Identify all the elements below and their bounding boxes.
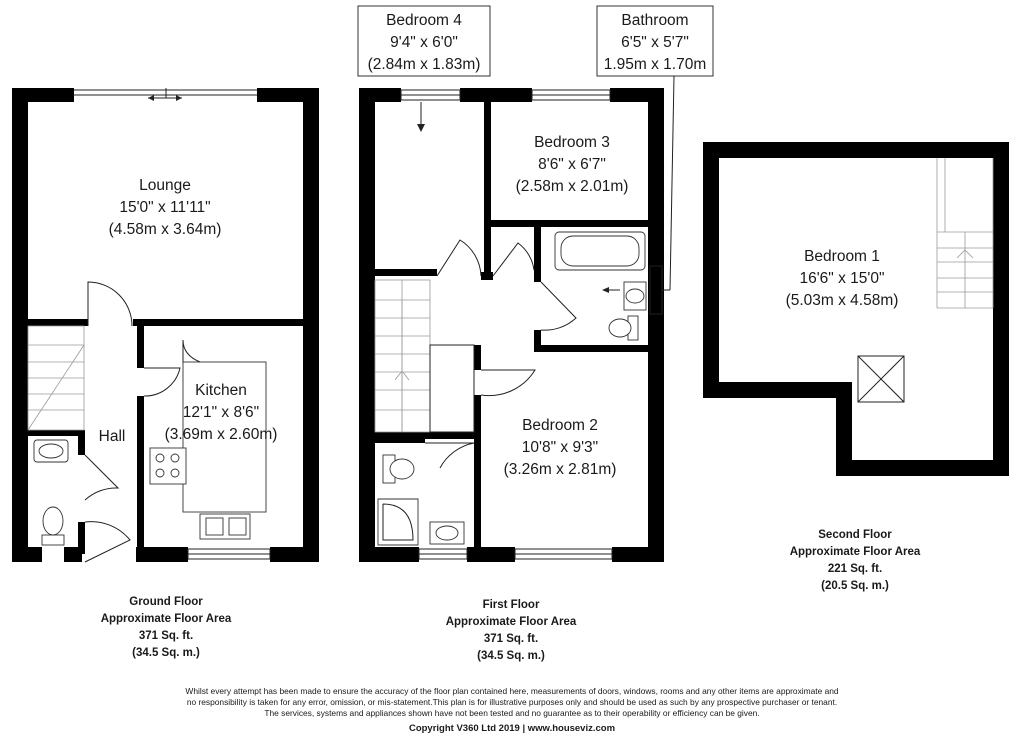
- bedroom4-size-metric: (2.84m x 1.83m): [367, 56, 481, 73]
- hall-name: Hall: [98, 428, 126, 445]
- second-floor-area-sqft: 221 Sq. ft.: [827, 563, 883, 575]
- bathroom-name: Bathroom: [621, 12, 689, 29]
- disclaimer-line-2: no responsibility is taken for any error, omission, or mis-statement.This plan is for illustrative purposes only and should be used as such by any prospective purchaser or tenant.: [186, 697, 838, 707]
- second-floor-caption: [790, 529, 921, 592]
- lounge-name: Lounge: [139, 177, 191, 194]
- bedroom3-size-metric: (2.58m x 2.01m): [515, 178, 629, 195]
- kitchen-size-imperial: 12'1" x 8'6": [182, 404, 260, 421]
- bedroom2-name: Bedroom 2: [522, 417, 598, 434]
- disclaimer-line-3: The services, systems and appliances shown have not been tested and no guarantee as to their operability or efficiency can be given.: [264, 708, 760, 718]
- ground-floor-area-sqm: (34.5 Sq. m.): [132, 647, 200, 659]
- kitchen-name: Kitchen: [195, 382, 247, 399]
- skylight-icon: [858, 356, 904, 402]
- bathroom-size-imperial: 6'5" x 5'7": [621, 34, 689, 51]
- first-floor-caption: [446, 599, 577, 662]
- ground-stairs: [28, 326, 84, 430]
- ground-floor-area-sqft: 371 Sq. ft.: [138, 630, 194, 642]
- second-floor-area-label: Approximate Floor Area: [789, 546, 921, 558]
- ground-floor-plan: [12, 88, 319, 562]
- bedroom1-name: Bedroom 1: [804, 248, 880, 265]
- first-floor-title: First Floor: [482, 599, 540, 611]
- bedroom4-callout: [358, 6, 490, 76]
- first-floor-plan: [359, 88, 664, 562]
- second-floor-area-sqm: (20.5 Sq. m.): [821, 580, 889, 592]
- bedroom3-size-imperial: 8'6" x 6'7": [538, 156, 606, 173]
- bedroom2-size-metric: (3.26m x 2.81m): [503, 461, 617, 478]
- kitchen-size-metric: (3.69m x 2.60m): [164, 426, 278, 443]
- bedroom3-name: Bedroom 3: [534, 134, 610, 151]
- footer: [185, 686, 838, 734]
- first-floor-area-label: Approximate Floor Area: [445, 616, 577, 628]
- copyright-text: Copyright V360 Ltd 2019 | www.houseviz.com: [408, 723, 616, 734]
- bedroom4-name: Bedroom 4: [386, 12, 462, 29]
- first-floor-area-sqft: 371 Sq. ft.: [483, 633, 539, 645]
- lounge-size-metric: (4.58m x 3.64m): [108, 221, 222, 238]
- bedroom2-size-imperial: 10'8" x 9'3": [521, 439, 599, 456]
- second-floor-stairs: [937, 158, 993, 308]
- ground-floor-area-label: Approximate Floor Area: [100, 613, 232, 625]
- bathroom-size-metric: 1.95m x 1.70m: [603, 56, 707, 73]
- lounge-size-imperial: 15'0" x 11'11": [119, 199, 211, 216]
- first-floor-stairs: [375, 280, 430, 432]
- ground-floor-title: Ground Floor: [129, 596, 203, 608]
- first-floor-area-sqm: (34.5 Sq. m.): [477, 650, 545, 662]
- ground-floor-caption: [101, 596, 232, 659]
- bedroom4-size-imperial: 9'4" x 6'0": [390, 34, 458, 51]
- second-floor-title: Second Floor: [818, 529, 892, 541]
- disclaimer-line-1: Whilst every attempt has been made to ensure the accuracy of the floor plan contained here, measurements of doors, windows, rooms and any other items are approximate and: [185, 686, 839, 696]
- bedroom1-size-imperial: 16'6" x 15'0": [799, 270, 885, 287]
- lounge-patio-door: [74, 88, 257, 101]
- second-floor-plan: [703, 142, 1009, 476]
- bedroom1-size-metric: (5.03m x 4.58m): [785, 292, 899, 309]
